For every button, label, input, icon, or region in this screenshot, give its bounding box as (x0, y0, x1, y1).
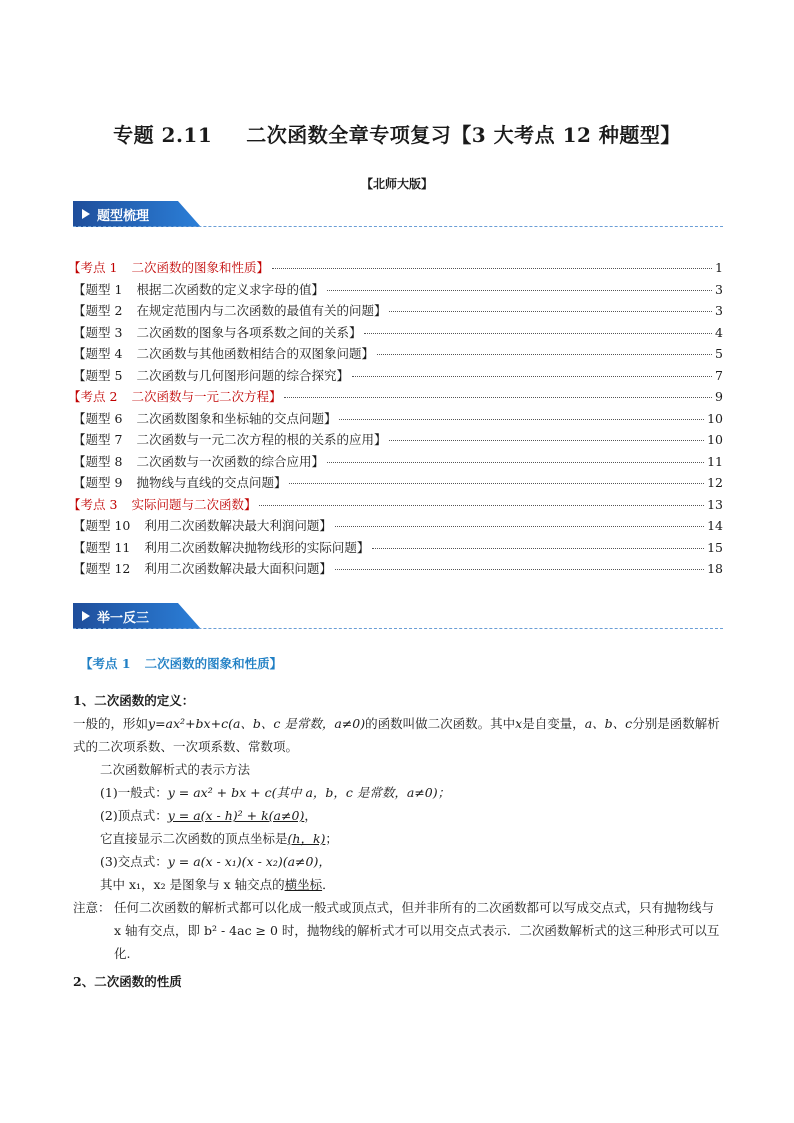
dashed-divider (73, 226, 723, 227)
toc-entry[interactable] (73, 366, 723, 388)
toc-entry-title: 二次函数与其他函数相结合的双图象问题】 (136, 346, 374, 361)
toc-entry-page: 14 (707, 518, 723, 533)
toc-entry-tag: 【题型 1 (73, 281, 123, 297)
toc-entry[interactable] (73, 280, 723, 302)
toc-entry-title: 抛物线与直线的交点问题】 (136, 475, 287, 490)
toc-entry-title: 利用二次函数解决最大面积问题】 (144, 561, 332, 576)
toc-entry-tag: 【题型 3 (73, 324, 123, 340)
definition-paragraph (73, 712, 723, 758)
toc-entry-page: 11 (707, 453, 723, 469)
toc-entry-tag: 【题型 11 (73, 539, 131, 555)
toc-entry-title: 实际问题与二次函数】 (131, 496, 257, 512)
document-subtitle: 【北师大版】 (360, 177, 433, 191)
forms-title: 二次函数解析式的表示方法 (100, 762, 251, 777)
vertex-line (73, 827, 723, 850)
toc-entry[interactable] (73, 452, 723, 474)
kp1-text: 二次函数的图象和性质】 (144, 656, 283, 671)
toc-entry-page: 10 (707, 410, 723, 426)
toc-entry-title: 根据二次函数的定义求字母的值】 (136, 281, 324, 297)
roots-line (73, 873, 723, 896)
kp1-heading (80, 652, 723, 675)
toc-entry-page: 5 (715, 346, 723, 361)
toc-entry-page: 7 (715, 367, 723, 383)
form2-label: (2)顶点式： (100, 808, 168, 823)
toc-entry[interactable] (73, 516, 723, 538)
toc-entry-tag: 【题型 7 (73, 432, 123, 447)
toc-entry-title: 在规定范围内与二次函数的最值有关的问题】 (136, 303, 387, 318)
form1-formula: y = ax² + bx + c(其中 a，b，c 是常数，a≠0)； (167, 785, 451, 800)
toc-leader-dots (284, 397, 712, 398)
definition-heading: 1、二次函数的定义： (73, 693, 195, 708)
toc-entry-tag: 【考点 1 (68, 260, 118, 275)
roots-tail: ． (322, 877, 335, 892)
section-header-examples (73, 603, 723, 629)
title-number: 专题 2.11 (113, 123, 213, 147)
section-label: 题型梳理 (97, 209, 150, 224)
toc-entry[interactable] (73, 301, 723, 323)
toc-entry-title: 二次函数图象和坐标轴的交点问题】 (136, 410, 337, 426)
toc-entry[interactable] (68, 387, 723, 409)
toc-leader-dots (339, 419, 704, 420)
toc-entry-title: 二次函数的图象与各项系数之间的关系】 (136, 324, 362, 340)
toc-entry-title: 二次函数与一元二次方程】 (131, 389, 282, 404)
toc-leader-dots (372, 548, 704, 549)
toc-leader-dots (259, 505, 704, 506)
toc-entry-tag: 【题型 8 (73, 453, 123, 469)
form1-label: (1)一般式： (100, 785, 168, 800)
toc-leader-dots (352, 376, 712, 377)
toc-entry-page: 12 (707, 475, 723, 490)
section-header-toc (73, 201, 723, 227)
def-formula: y=ax²+bx+c(a、b、c 是常数，a≠0) (148, 716, 366, 731)
toc-entry-page: 15 (707, 539, 723, 555)
toc-entry-page: 3 (715, 303, 723, 318)
toc-leader-dots (289, 483, 704, 484)
roots-text: 其中 x₁，x₂ 是图象与 x 轴交点的 (100, 877, 285, 892)
toc-entry-title: 利用二次函数解决最大利润问题】 (144, 518, 332, 533)
toc-leader-dots (389, 311, 712, 312)
toc-entry-tag: 【题型 10 (73, 518, 131, 533)
form-vertex (73, 804, 723, 827)
toc-entry-title: 二次函数的图象和性质】 (131, 260, 269, 275)
toc-entry-tag: 【题型 5 (73, 367, 123, 383)
toc-entry-title: 利用二次函数解决抛物线形的实际问题】 (144, 539, 370, 555)
def-x: x (515, 716, 523, 731)
toc-entry-title: 二次函数与几何图形问题的综合探究】 (136, 367, 349, 383)
toc-entry-tag: 【考点 2 (68, 389, 118, 404)
def-text-c: 是自变量， (522, 716, 585, 731)
form-general (73, 781, 723, 804)
toc-entry-title: 二次函数与一元二次方程的根的关系的应用】 (136, 432, 387, 447)
form3-formula: y = a(x - x₁)(x - x₂)(a≠0)， (167, 854, 331, 869)
toc-leader-dots (335, 569, 704, 570)
toc-entry-page: 4 (715, 324, 723, 340)
toc-entry-tag: 【题型 9 (73, 475, 123, 490)
toc-leader-dots (364, 333, 712, 334)
toc-leader-dots (335, 526, 704, 527)
toc-entry-title: 二次函数与一次函数的综合应用】 (136, 453, 324, 469)
properties-heading: 2、二次函数的性质 (73, 974, 182, 989)
toc-entry[interactable] (68, 495, 723, 517)
toc-entry-tag: 【题型 4 (73, 346, 123, 361)
toc-entry-page: 10 (707, 432, 723, 447)
toc-entry[interactable] (73, 344, 723, 366)
toc-entry-page: 9 (715, 389, 723, 404)
roots-blank: 横坐标 (284, 877, 323, 892)
note-block (73, 896, 723, 965)
toc-entry[interactable] (73, 409, 723, 431)
toc-entry-tag: 【题型 12 (73, 561, 131, 576)
toc-entry[interactable] (73, 559, 723, 581)
kp1-tag: 【考点 1 (80, 656, 131, 671)
form3-label: (3)交点式： (100, 854, 168, 869)
vertex-tail: ； (325, 831, 338, 846)
note-text: 任何二次函数的解析式都可以化成一般式或顶点式，但并非所有的二次函数都可以写成交点式，只有抛物线与 x 轴有交点，即 b² - 4ac ≥ 0 时，抛物线的解析式才可以用交点式表示．二次函数解析式的这三种形式可以互化. (114, 900, 720, 961)
toc-entry-page: 13 (707, 496, 723, 512)
vertex-coords: (h，k) (287, 831, 326, 846)
toc-entry-page: 18 (707, 561, 723, 576)
toc-leader-dots (272, 268, 712, 269)
form-intercept (73, 850, 723, 873)
play-arrow-icon (82, 611, 90, 621)
note-label: 注意： (73, 900, 111, 915)
content-body (73, 652, 723, 993)
toc-entry[interactable] (73, 323, 723, 345)
toc-leader-dots (327, 290, 712, 291)
toc-entry-tag: 【题型 6 (73, 410, 123, 426)
toc-entry-tag: 【题型 2 (73, 303, 123, 318)
def-text-a: 一般的，形如 (73, 716, 149, 731)
toc-entry[interactable] (73, 538, 723, 560)
title-text: 二次函数全章专项复习【3 大考点 12 种题型】 (246, 123, 681, 147)
toc-entry[interactable] (73, 430, 723, 452)
toc-entry-page: 1 (715, 260, 723, 275)
def-text-d: 分别是函数解析式的二次项系数、一次项系数、常数项。 (73, 716, 720, 754)
toc-leader-dots (327, 462, 704, 463)
def-abc: a、b、c (584, 716, 633, 731)
form2-formula: y = a(x - h)² + k(a≠0) (167, 808, 305, 823)
toc-leader-dots (389, 440, 704, 441)
toc-entry[interactable] (73, 473, 723, 495)
section-label: 举一反三 (97, 611, 150, 626)
toc-leader-dots (377, 354, 712, 355)
toc-entry[interactable] (68, 258, 723, 280)
toc-entry-page: 3 (715, 281, 723, 297)
form2-tail: ， (304, 808, 317, 823)
toc-entry-tag: 【考点 3 (68, 496, 118, 512)
dashed-divider (73, 628, 723, 629)
play-arrow-icon (82, 209, 90, 219)
table-of-contents (68, 258, 723, 581)
def-text-b: 的函数叫做二次函数。其中 (365, 716, 516, 731)
document-title (0, 119, 794, 148)
vertex-label: 它直接显示二次函数的顶点坐标是 (100, 831, 288, 846)
